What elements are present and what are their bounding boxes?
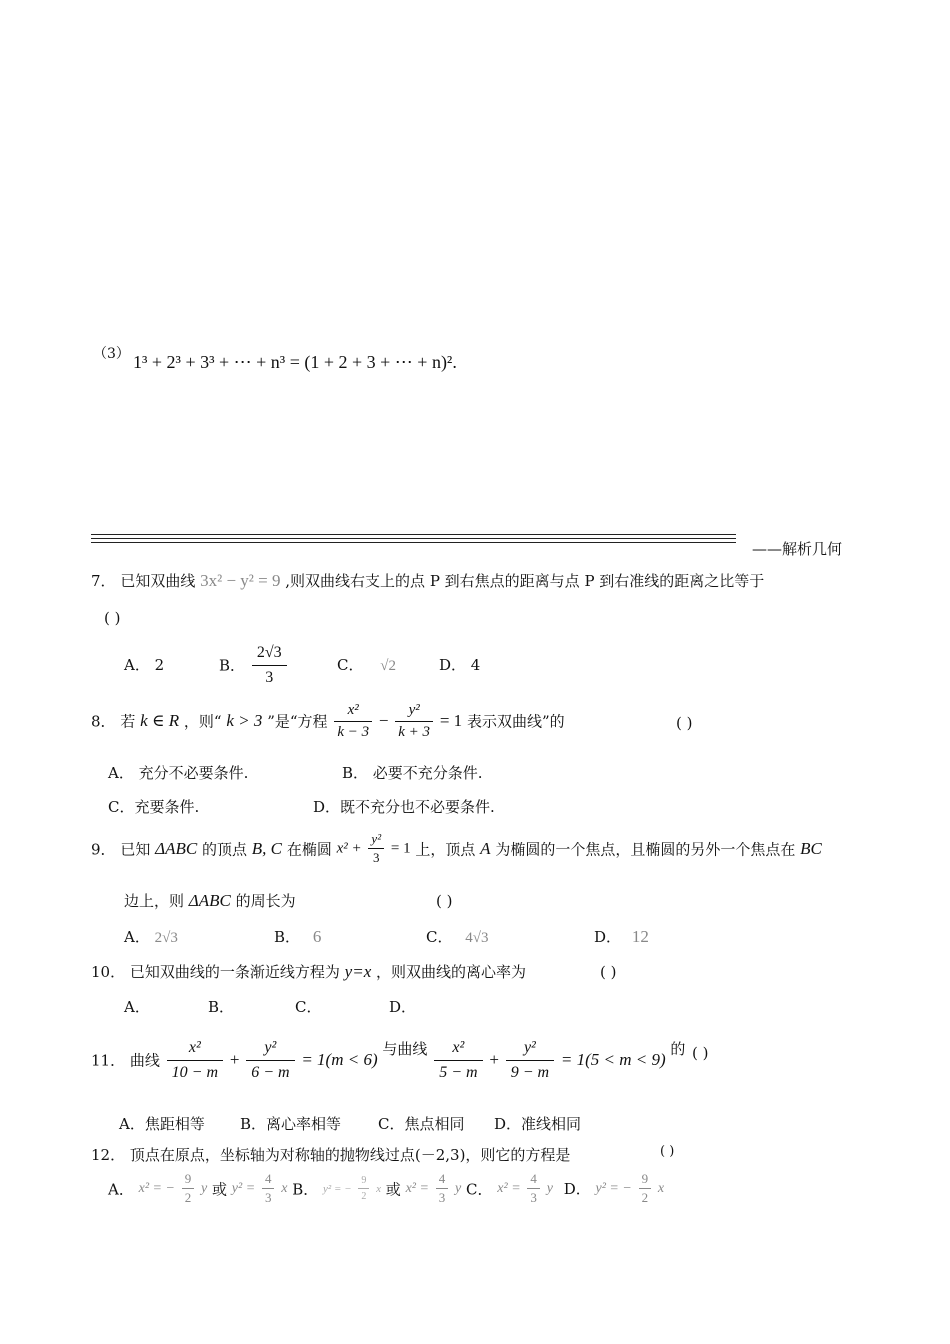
q9-ellipse-x: x² + [336,840,362,857]
q8-equals: = 1 [439,711,463,730]
q12-option-a-var1: y [201,1180,208,1196]
q12-option-b-var2: y [455,1180,462,1196]
q7-number: 7． [91,572,116,590]
q11-option-a: A．焦距相等 [119,1115,205,1133]
q9-equals: = 1 [390,840,411,857]
q9-point-a: A [480,838,491,858]
q11-option-c: C．焦点相同 [378,1115,465,1133]
q12-option-c-fraction-numerator: 4 [527,1172,540,1189]
q12-option-d-eq: y² = − [595,1180,632,1196]
q9-option-a-value: 2√3 [154,930,178,946]
q12-option-b-fraction2 [436,1172,449,1206]
q10-option-c: C． [295,998,322,1016]
q7-paren: ( ) [104,609,121,627]
q8-fraction2-numerator: y² [395,702,433,722]
q12-option-b-fraction1-numerator: 9 [358,1175,369,1189]
q9-fraction [368,832,384,866]
q12-option-b-fraction1-denominator: 2 [361,1191,367,1203]
q12-option-a-var2: x [281,1180,288,1196]
q11-paren: ( ) [692,1044,709,1062]
q8-option-d: D．既不充分也不必要条件. [313,798,495,816]
q7-line [91,570,764,591]
q7-text-before: 已知双曲线 [120,572,196,590]
q12-option-a-fraction2-numerator: 4 [262,1172,275,1189]
q11-curve2-fraction1-numerator: x² [434,1039,482,1061]
q10-text2: ，则双曲线的离心率为 [376,963,527,981]
q11-curve2-fraction2-numerator: y² [506,1039,554,1061]
section-rule-top [91,534,736,535]
q10-equation: y=x [344,962,372,981]
q12-option-a-fraction2 [262,1172,275,1206]
q11-plus1: + [229,1050,240,1069]
q12-option-a-fraction1 [182,1172,195,1206]
q11-curve1-tail: = 1(m < 6) [301,1050,378,1069]
q7-equation: 3x² − y² = 9 [200,571,281,590]
q9-points: B, C [251,838,283,858]
q8-option-c: C．充要条件. [108,798,200,816]
q12-option-c-fraction-denominator: 3 [530,1190,537,1206]
q8-text1: 若 [120,712,136,731]
q9-text3: 在椭圆 [286,840,332,859]
section-rule-middle [91,538,736,539]
q9-text2: 的顶点 [202,840,248,859]
q11-text1: 曲线 [129,1051,160,1070]
q11-option-b: B．离心率相等 [240,1115,342,1133]
q7-option-c [337,654,396,675]
q12-option-b-fraction2-denominator: 3 [438,1190,446,1206]
q11-curve2-fraction2 [506,1039,554,1081]
q8-text2: ，则“ [183,712,222,731]
q12-option-c-label: C． [466,1180,493,1199]
q8-fraction2-denominator: k + 3 [398,723,431,740]
q9-line1 [91,832,822,866]
q10-paren: ( ) [600,963,617,981]
q12-option-a-eq2: y² = [231,1180,256,1196]
q10-number: 10． [91,963,126,981]
q9-option-b [274,926,321,947]
q12-text: 顶点在原点，坐标轴为对称轴的抛物线过点(－2,3)，则它的方程是 [129,1146,571,1164]
q8-fraction2 [395,702,433,740]
q11-curve2-fraction2-denominator: 9 − m [510,1063,550,1081]
q12-option-a-label: A． [108,1180,134,1199]
q9-line2-text2: 的周长为 [235,892,296,910]
q9-option-b-label: B． [274,928,301,946]
q12-paren: ( ) [660,1144,675,1159]
q12-option-a-fraction1-numerator: 9 [182,1172,195,1189]
q12-number: 12． [91,1146,126,1164]
q7-text-after: ,则双曲线右支上的点 P 到右焦点的距离与点 P 到右准线的距离之比等于 [285,572,765,590]
q9-option-d [594,926,649,947]
q8-text4: 表示双曲线”的 [466,712,565,731]
q11-curve2-fraction1-denominator: 5 − m [439,1063,478,1081]
q7-option-d: D． 4 [439,656,481,674]
q10-option-a: A． [124,998,150,1016]
item3-label: （3） [93,346,130,362]
q12-option-b-eq1: y² = − [323,1182,352,1195]
q8-condition2: k > 3 [226,711,263,730]
q9-option-a-label: A． [124,928,150,946]
q12-option-c-fraction [527,1172,540,1206]
q12-option-b-fraction2-numerator: 4 [436,1172,449,1189]
q8-condition: k ∈ R [140,711,180,730]
q8-paren: ( ) [676,714,693,732]
q7-option-c-label: C． [337,656,364,674]
q11-curve1-fraction2-denominator: 6 − m [251,1063,290,1081]
q9-fraction-numerator: y² [368,832,384,849]
item3-formula: 1³ + 2³ + 3³ + ⋯ + n³ = (1 + 2 + 3 + ⋯ + n)². [133,352,457,372]
q9-text4: 上，顶点 [415,840,476,859]
q12-options [108,1172,664,1206]
q8-fraction1-numerator: x² [334,702,372,722]
q9-bc: BC [800,838,822,858]
q9-fraction-denominator: 3 [373,850,380,866]
q10-option-d: D． [389,998,417,1016]
q8-fraction1-denominator: k − 3 [337,723,370,740]
q12-option-a-fraction2-denominator: 3 [264,1190,272,1206]
q11-curve1-fraction1-denominator: 10 − m [171,1063,219,1081]
q9-option-c-label: C． [426,928,453,946]
q11-text3: 的 [670,1040,686,1058]
q7-option-c-value: √2 [380,658,396,674]
q11-line [91,1038,685,1081]
q9-option-d-value: 12 [631,927,649,946]
q12-option-d-fraction-denominator: 2 [641,1190,649,1206]
q11-text2: 与曲线 [382,1040,428,1058]
q12-option-b-label: B． [292,1180,319,1199]
q7-option-a: A． 2 [124,656,165,674]
q12-option-d-label: D． [563,1180,591,1199]
q9-number: 9． [91,840,116,859]
q8-line [91,702,565,740]
q12-option-b-fraction1 [358,1175,369,1202]
q12-option-d-fraction-numerator: 9 [639,1172,652,1189]
q9-line2 [124,890,296,911]
q11-curve1-fraction1 [167,1039,223,1081]
q9-text5: 为椭圆的一个焦点，且椭圆的另外一个焦点在 [495,840,796,859]
q12-option-b-eq2: x² = [405,1180,429,1196]
q12-option-a-or: 或 [212,1180,228,1199]
q12-option-d-var: x [657,1180,665,1196]
q10-text: 已知双曲线的一条渐近线方程为 [129,963,340,981]
q12-option-b-or: 或 [385,1180,401,1199]
q9-option-c [426,926,489,947]
q12-line [91,1144,570,1165]
q9-option-b-value: 6 [312,927,322,946]
q8-option-a: A． 充分不必要条件. [108,764,249,782]
q12-option-b-var1: x [376,1182,382,1195]
q11-curve2-tail: = 1(5 < m < 9) [560,1050,666,1069]
q9-line2-text1: 边上，则 [124,892,185,910]
q9-option-d-label: D． [594,928,622,946]
q11-curve1-fraction2 [246,1039,294,1081]
q8-option-b: B． 必要不充分条件. [342,764,483,782]
q9-triangle: ΔABC [155,838,198,858]
q7-option-b-label: B． [219,656,246,675]
q11-plus2: + [489,1050,499,1069]
q12-option-c-eq: x² = [497,1180,521,1196]
q9-text1: 已知 [120,840,151,859]
section-title: ——解析几何 [752,540,843,558]
q7-option-b [219,644,289,686]
q9-line2-triangle: ΔABC [188,891,231,910]
q7-option-b-numerator: 2√3 [252,644,287,666]
q9-option-c-value: 4√3 [465,930,489,946]
q8-number: 8． [91,712,116,731]
q12-option-a-fraction1-denominator: 2 [184,1190,192,1206]
q11-curve2-fraction1 [434,1039,482,1081]
q11-number: 11． [91,1051,126,1070]
q7-option-b-denominator: 3 [265,668,274,686]
q7-option-b-fraction [252,644,287,686]
q8-minus: − [378,711,389,730]
q10-line [91,961,526,982]
q10-option-b: B． [208,998,235,1016]
q11-curve1-fraction2-numerator: y² [246,1039,294,1061]
q12-option-c-var: y [546,1180,553,1196]
q12-option-d-fraction [639,1172,652,1206]
q12-option-a-eq1: x² = − [138,1180,175,1196]
q8-fraction1 [334,702,372,740]
q9-paren: ( ) [436,892,453,910]
q9-option-a [124,926,178,947]
q11-option-d: D．准线相同 [494,1115,582,1133]
section-rule-bottom [91,542,736,543]
q11-curve1-fraction1-numerator: x² [167,1039,223,1061]
q8-text3: ”是“方程 [267,712,328,731]
